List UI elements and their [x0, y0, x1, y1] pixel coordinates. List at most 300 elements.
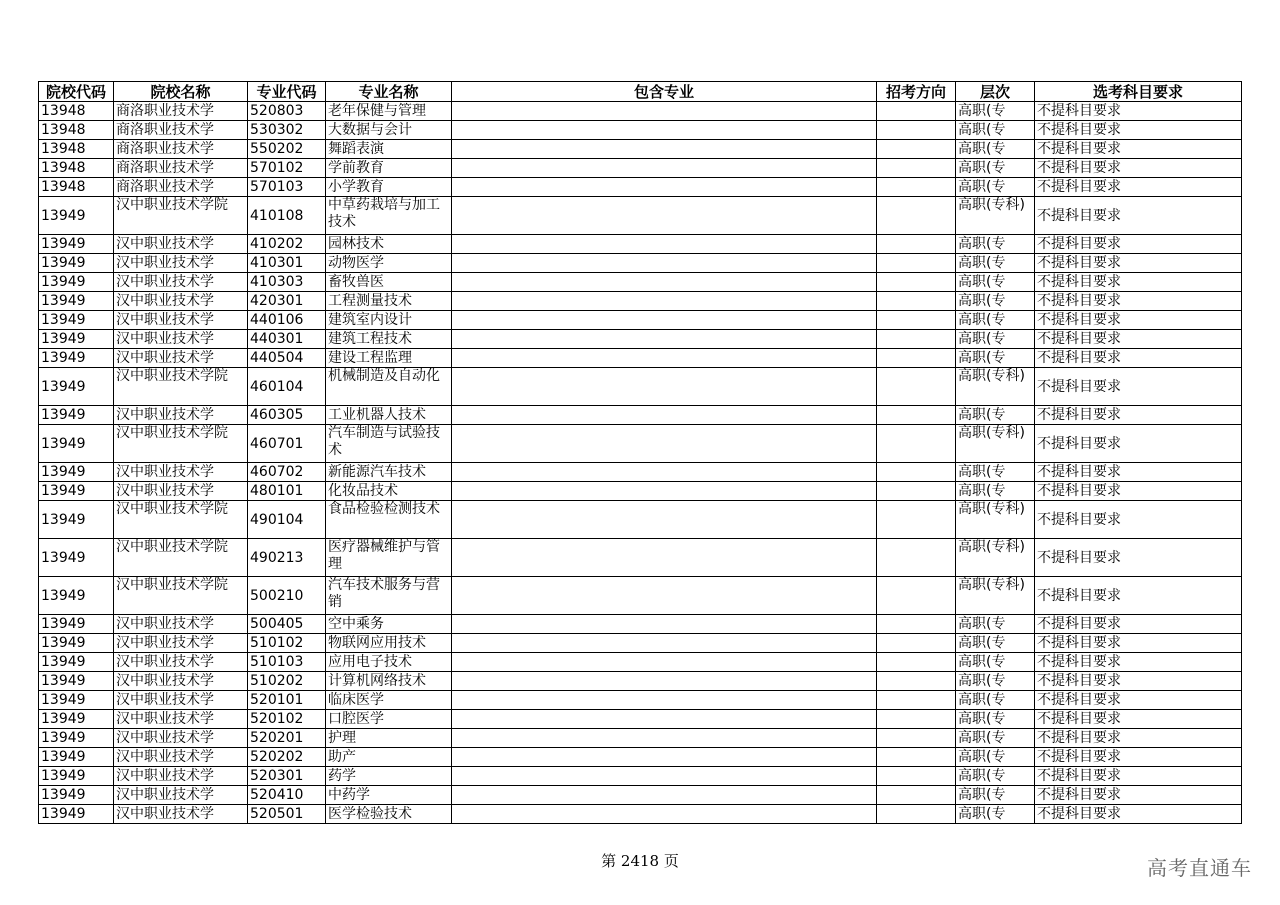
cell-major-code: 510102	[248, 634, 326, 653]
table-row	[39, 691, 1242, 710]
cell-school-code: 13949	[39, 691, 114, 710]
cell-level: 高职(专	[956, 292, 1035, 311]
cell-level: 高职(专	[956, 748, 1035, 767]
table-row	[39, 786, 1242, 805]
cell-included-majors	[452, 197, 877, 235]
table-row	[39, 463, 1242, 482]
cell-school-name: 汉中职业技术学院	[114, 501, 248, 539]
cell-school-name: 汉中职业技术学	[114, 292, 248, 311]
cell-major-name: 空中乘务	[326, 615, 452, 634]
header-school-code: 院校代码	[39, 82, 114, 102]
cell-major-name: 新能源汽车技术	[326, 463, 452, 482]
cell-subject-requirement: 不提科目要求	[1035, 710, 1242, 729]
cell-major-name: 机械制造及自动化	[326, 368, 452, 406]
cell-exam-direction	[877, 805, 956, 824]
cell-major-code: 500210	[248, 577, 326, 615]
header-major-name: 专业名称	[326, 82, 452, 102]
cell-level: 高职(专	[956, 140, 1035, 159]
cell-subject-requirement: 不提科目要求	[1035, 121, 1242, 140]
cell-included-majors	[452, 577, 877, 615]
cell-subject-requirement: 不提科目要求	[1035, 577, 1242, 615]
cell-exam-direction	[877, 482, 956, 501]
cell-subject-requirement: 不提科目要求	[1035, 102, 1242, 121]
cell-major-name: 建设工程监理	[326, 349, 452, 368]
table-row	[39, 805, 1242, 824]
cell-level: 高职(专科)	[956, 501, 1035, 539]
cell-exam-direction	[877, 634, 956, 653]
cell-level: 高职(专	[956, 767, 1035, 786]
cell-school-code: 13948	[39, 178, 114, 197]
cell-school-code: 13949	[39, 311, 114, 330]
cell-subject-requirement: 不提科目要求	[1035, 406, 1242, 425]
cell-subject-requirement: 不提科目要求	[1035, 159, 1242, 178]
cell-school-code: 13948	[39, 102, 114, 121]
cell-major-code: 510202	[248, 672, 326, 691]
cell-school-code: 13949	[39, 406, 114, 425]
cell-major-code: 520803	[248, 102, 326, 121]
cell-major-name: 口腔医学	[326, 710, 452, 729]
cell-major-name: 汽车制造与试验技术	[326, 425, 452, 463]
cell-subject-requirement: 不提科目要求	[1035, 501, 1242, 539]
cell-included-majors	[452, 121, 877, 140]
cell-school-name: 汉中职业技术学	[114, 482, 248, 501]
cell-exam-direction	[877, 653, 956, 672]
cell-exam-direction	[877, 672, 956, 691]
cell-subject-requirement: 不提科目要求	[1035, 349, 1242, 368]
cell-major-name: 医学检验技术	[326, 805, 452, 824]
cell-major-code: 410301	[248, 254, 326, 273]
cell-level: 高职(专	[956, 235, 1035, 254]
cell-major-code: 490104	[248, 501, 326, 539]
cell-major-code: 410303	[248, 273, 326, 292]
cell-school-code: 13949	[39, 786, 114, 805]
cell-major-name: 舞蹈表演	[326, 140, 452, 159]
cell-exam-direction	[877, 254, 956, 273]
cell-exam-direction	[877, 501, 956, 539]
cell-school-code: 13949	[39, 767, 114, 786]
table-row	[39, 729, 1242, 748]
cell-school-name: 汉中职业技术学院	[114, 368, 248, 406]
header-row	[39, 82, 1242, 102]
cell-exam-direction	[877, 406, 956, 425]
cell-school-name: 汉中职业技术学	[114, 691, 248, 710]
cell-level: 高职(专	[956, 805, 1035, 824]
cell-included-majors	[452, 482, 877, 501]
cell-school-code: 13949	[39, 729, 114, 748]
cell-included-majors	[452, 140, 877, 159]
cell-subject-requirement: 不提科目要求	[1035, 672, 1242, 691]
cell-school-code: 13949	[39, 368, 114, 406]
cell-included-majors	[452, 368, 877, 406]
cell-subject-requirement: 不提科目要求	[1035, 273, 1242, 292]
cell-level: 高职(专	[956, 349, 1035, 368]
cell-major-name: 大数据与会计	[326, 121, 452, 140]
cell-included-majors	[452, 767, 877, 786]
cell-subject-requirement: 不提科目要求	[1035, 311, 1242, 330]
cell-school-name: 汉中职业技术学	[114, 254, 248, 273]
cell-exam-direction	[877, 178, 956, 197]
table-row	[39, 406, 1242, 425]
cell-major-code: 460305	[248, 406, 326, 425]
cell-exam-direction	[877, 729, 956, 748]
cell-included-majors	[452, 748, 877, 767]
cell-school-name: 汉中职业技术学院	[114, 197, 248, 235]
table-row	[39, 653, 1242, 672]
cell-subject-requirement: 不提科目要求	[1035, 729, 1242, 748]
cell-school-code: 13949	[39, 653, 114, 672]
cell-major-code: 570102	[248, 159, 326, 178]
cell-school-code: 13949	[39, 615, 114, 634]
cell-included-majors	[452, 425, 877, 463]
cell-major-code: 520410	[248, 786, 326, 805]
cell-school-code: 13949	[39, 672, 114, 691]
cell-exam-direction	[877, 121, 956, 140]
cell-major-code: 440301	[248, 330, 326, 349]
cell-exam-direction	[877, 102, 956, 121]
cell-level: 高职(专	[956, 710, 1035, 729]
cell-subject-requirement: 不提科目要求	[1035, 425, 1242, 463]
watermark: 高考直通车	[1147, 856, 1252, 880]
cell-major-name: 中药学	[326, 786, 452, 805]
cell-school-code: 13949	[39, 349, 114, 368]
cell-subject-requirement: 不提科目要求	[1035, 178, 1242, 197]
cell-level: 高职(专	[956, 786, 1035, 805]
cell-subject-requirement: 不提科目要求	[1035, 767, 1242, 786]
cell-subject-requirement: 不提科目要求	[1035, 140, 1242, 159]
cell-school-name: 汉中职业技术学院	[114, 425, 248, 463]
cell-school-code: 13949	[39, 577, 114, 615]
cell-major-code: 520501	[248, 805, 326, 824]
cell-major-code: 410202	[248, 235, 326, 254]
header-level: 层次	[956, 82, 1035, 102]
cell-school-name: 商洛职业技术学	[114, 140, 248, 159]
table-row	[39, 159, 1242, 178]
cell-major-name: 老年保健与管理	[326, 102, 452, 121]
cell-included-majors	[452, 501, 877, 539]
table-row	[39, 292, 1242, 311]
table-row	[39, 767, 1242, 786]
cell-school-code: 13949	[39, 634, 114, 653]
cell-level: 高职(专	[956, 121, 1035, 140]
cell-school-name: 商洛职业技术学	[114, 102, 248, 121]
cell-school-code: 13949	[39, 463, 114, 482]
cell-major-code: 520202	[248, 748, 326, 767]
cell-included-majors	[452, 311, 877, 330]
cell-subject-requirement: 不提科目要求	[1035, 482, 1242, 501]
cell-exam-direction	[877, 330, 956, 349]
table-row	[39, 178, 1242, 197]
cell-school-name: 汉中职业技术学	[114, 653, 248, 672]
cell-exam-direction	[877, 235, 956, 254]
table-row	[39, 615, 1242, 634]
cell-subject-requirement: 不提科目要求	[1035, 368, 1242, 406]
cell-school-code: 13948	[39, 159, 114, 178]
header-major-code: 专业代码	[248, 82, 326, 102]
cell-major-code: 490213	[248, 539, 326, 577]
cell-major-code: 520102	[248, 710, 326, 729]
cell-school-name: 汉中职业技术学	[114, 767, 248, 786]
cell-school-name: 汉中职业技术学	[114, 463, 248, 482]
cell-major-name: 物联网应用技术	[326, 634, 452, 653]
admission-table	[38, 81, 1242, 824]
cell-level: 高职(专	[956, 615, 1035, 634]
cell-school-code: 13949	[39, 254, 114, 273]
cell-subject-requirement: 不提科目要求	[1035, 748, 1242, 767]
cell-included-majors	[452, 805, 877, 824]
cell-school-code: 13949	[39, 292, 114, 311]
table-row	[39, 748, 1242, 767]
table-row	[39, 539, 1242, 577]
cell-included-majors	[452, 330, 877, 349]
table-row	[39, 501, 1242, 539]
table-row	[39, 482, 1242, 501]
cell-exam-direction	[877, 710, 956, 729]
cell-level: 高职(专	[956, 729, 1035, 748]
cell-exam-direction	[877, 615, 956, 634]
cell-major-code: 420301	[248, 292, 326, 311]
cell-exam-direction	[877, 748, 956, 767]
cell-level: 高职(专	[956, 672, 1035, 691]
cell-school-name: 汉中职业技术学	[114, 634, 248, 653]
cell-major-name: 动物医学	[326, 254, 452, 273]
cell-major-code: 520201	[248, 729, 326, 748]
cell-major-code: 460104	[248, 368, 326, 406]
cell-included-majors	[452, 292, 877, 311]
cell-school-name: 商洛职业技术学	[114, 159, 248, 178]
cell-subject-requirement: 不提科目要求	[1035, 330, 1242, 349]
cell-included-majors	[452, 102, 877, 121]
table-row	[39, 140, 1242, 159]
cell-major-code: 520301	[248, 767, 326, 786]
cell-exam-direction	[877, 273, 956, 292]
table-row	[39, 197, 1242, 235]
cell-level: 高职(专	[956, 159, 1035, 178]
cell-level: 高职(专	[956, 254, 1035, 273]
table-row	[39, 634, 1242, 653]
table-body	[39, 102, 1242, 824]
header-subject-requirement: 选考科目要求	[1035, 82, 1242, 102]
cell-exam-direction	[877, 786, 956, 805]
cell-major-code: 440504	[248, 349, 326, 368]
cell-exam-direction	[877, 425, 956, 463]
cell-major-name: 食品检验检测技术	[326, 501, 452, 539]
cell-major-code: 500405	[248, 615, 326, 634]
cell-included-majors	[452, 463, 877, 482]
cell-school-name: 汉中职业技术学	[114, 672, 248, 691]
table-row	[39, 102, 1242, 121]
cell-exam-direction	[877, 463, 956, 482]
cell-major-name: 工程测量技术	[326, 292, 452, 311]
cell-major-code: 410108	[248, 197, 326, 235]
cell-exam-direction	[877, 140, 956, 159]
table-row	[39, 349, 1242, 368]
cell-subject-requirement: 不提科目要求	[1035, 292, 1242, 311]
cell-subject-requirement: 不提科目要求	[1035, 805, 1242, 824]
cell-major-name: 学前教育	[326, 159, 452, 178]
cell-school-name: 汉中职业技术学	[114, 273, 248, 292]
cell-school-code: 13949	[39, 710, 114, 729]
cell-level: 高职(专科)	[956, 539, 1035, 577]
cell-school-code: 13949	[39, 330, 114, 349]
cell-major-name: 临床医学	[326, 691, 452, 710]
cell-level: 高职(专	[956, 273, 1035, 292]
table-row	[39, 672, 1242, 691]
cell-school-code: 13948	[39, 140, 114, 159]
cell-level: 高职(专	[956, 653, 1035, 672]
table-row	[39, 577, 1242, 615]
cell-major-code: 480101	[248, 482, 326, 501]
cell-major-name: 护理	[326, 729, 452, 748]
cell-school-name: 汉中职业技术学	[114, 406, 248, 425]
cell-school-code: 13949	[39, 482, 114, 501]
table-row	[39, 425, 1242, 463]
cell-major-code: 520101	[248, 691, 326, 710]
cell-major-code: 550202	[248, 140, 326, 159]
cell-school-name: 汉中职业技术学	[114, 330, 248, 349]
table-row	[39, 254, 1242, 273]
cell-school-name: 商洛职业技术学	[114, 178, 248, 197]
cell-included-majors	[452, 254, 877, 273]
cell-school-code: 13949	[39, 501, 114, 539]
header-exam-direction: 招考方向	[877, 82, 956, 102]
cell-level: 高职(专	[956, 463, 1035, 482]
cell-exam-direction	[877, 577, 956, 615]
cell-level: 高职(专科)	[956, 197, 1035, 235]
cell-included-majors	[452, 273, 877, 292]
cell-subject-requirement: 不提科目要求	[1035, 539, 1242, 577]
cell-subject-requirement: 不提科目要求	[1035, 634, 1242, 653]
cell-school-name: 汉中职业技术学	[114, 311, 248, 330]
cell-level: 高职(专	[956, 102, 1035, 121]
header-included-majors: 包含专业	[452, 82, 877, 102]
cell-school-name: 汉中职业技术学	[114, 710, 248, 729]
cell-subject-requirement: 不提科目要求	[1035, 235, 1242, 254]
table-row	[39, 273, 1242, 292]
cell-included-majors	[452, 615, 877, 634]
cell-major-name: 畜牧兽医	[326, 273, 452, 292]
cell-included-majors	[452, 710, 877, 729]
cell-school-name: 汉中职业技术学	[114, 615, 248, 634]
cell-exam-direction	[877, 197, 956, 235]
cell-school-code: 13949	[39, 425, 114, 463]
cell-included-majors	[452, 178, 877, 197]
cell-school-name: 汉中职业技术学	[114, 349, 248, 368]
cell-major-name: 园林技术	[326, 235, 452, 254]
cell-level: 高职(专	[956, 634, 1035, 653]
cell-major-name: 小学教育	[326, 178, 452, 197]
cell-major-name: 助产	[326, 748, 452, 767]
cell-school-code: 13949	[39, 235, 114, 254]
cell-major-name: 医疗器械维护与管理	[326, 539, 452, 577]
cell-exam-direction	[877, 311, 956, 330]
cell-major-name: 药学	[326, 767, 452, 786]
cell-level: 高职(专	[956, 406, 1035, 425]
cell-school-code: 13948	[39, 121, 114, 140]
cell-school-code: 13949	[39, 805, 114, 824]
cell-level: 高职(专科)	[956, 577, 1035, 615]
cell-included-majors	[452, 729, 877, 748]
cell-school-name: 汉中职业技术学	[114, 235, 248, 254]
cell-major-name: 建筑工程技术	[326, 330, 452, 349]
cell-school-name: 汉中职业技术学	[114, 805, 248, 824]
cell-included-majors	[452, 691, 877, 710]
cell-level: 高职(专科)	[956, 425, 1035, 463]
cell-level: 高职(专	[956, 311, 1035, 330]
cell-major-code: 510103	[248, 653, 326, 672]
cell-major-name: 化妆品技术	[326, 482, 452, 501]
cell-subject-requirement: 不提科目要求	[1035, 463, 1242, 482]
cell-exam-direction	[877, 691, 956, 710]
cell-major-name: 计算机网络技术	[326, 672, 452, 691]
cell-subject-requirement: 不提科目要求	[1035, 197, 1242, 235]
cell-subject-requirement: 不提科目要求	[1035, 786, 1242, 805]
table-row	[39, 235, 1242, 254]
header-school-name: 院校名称	[114, 82, 248, 102]
cell-major-name: 中草药栽培与加工技术	[326, 197, 452, 235]
page-number: 第 2418 页	[601, 852, 679, 870]
cell-major-code: 460702	[248, 463, 326, 482]
cell-included-majors	[452, 634, 877, 653]
cell-major-name: 应用电子技术	[326, 653, 452, 672]
cell-level: 高职(专科)	[956, 368, 1035, 406]
cell-school-name: 汉中职业技术学	[114, 786, 248, 805]
cell-school-code: 13949	[39, 273, 114, 292]
cell-included-majors	[452, 349, 877, 368]
cell-school-name: 汉中职业技术学院	[114, 539, 248, 577]
cell-exam-direction	[877, 159, 956, 178]
cell-major-name: 工业机器人技术	[326, 406, 452, 425]
cell-included-majors	[452, 539, 877, 577]
cell-major-code: 530302	[248, 121, 326, 140]
table-row	[39, 330, 1242, 349]
cell-subject-requirement: 不提科目要求	[1035, 653, 1242, 672]
cell-level: 高职(专	[956, 178, 1035, 197]
cell-exam-direction	[877, 368, 956, 406]
cell-major-name: 建筑室内设计	[326, 311, 452, 330]
table-row	[39, 121, 1242, 140]
cell-school-name: 汉中职业技术学院	[114, 577, 248, 615]
table-row	[39, 311, 1242, 330]
cell-level: 高职(专	[956, 482, 1035, 501]
cell-included-majors	[452, 235, 877, 254]
cell-included-majors	[452, 159, 877, 178]
cell-exam-direction	[877, 767, 956, 786]
cell-school-code: 13949	[39, 539, 114, 577]
cell-major-name: 汽车技术服务与营销	[326, 577, 452, 615]
cell-subject-requirement: 不提科目要求	[1035, 254, 1242, 273]
cell-exam-direction	[877, 349, 956, 368]
cell-school-code: 13949	[39, 748, 114, 767]
cell-level: 高职(专	[956, 691, 1035, 710]
cell-exam-direction	[877, 292, 956, 311]
cell-subject-requirement: 不提科目要求	[1035, 691, 1242, 710]
cell-school-name: 汉中职业技术学	[114, 729, 248, 748]
cell-level: 高职(专	[956, 330, 1035, 349]
cell-school-name: 商洛职业技术学	[114, 121, 248, 140]
cell-school-code: 13949	[39, 197, 114, 235]
cell-included-majors	[452, 786, 877, 805]
cell-included-majors	[452, 653, 877, 672]
cell-major-code: 460701	[248, 425, 326, 463]
cell-exam-direction	[877, 539, 956, 577]
cell-included-majors	[452, 672, 877, 691]
cell-included-majors	[452, 406, 877, 425]
cell-school-name: 汉中职业技术学	[114, 748, 248, 767]
cell-subject-requirement: 不提科目要求	[1035, 615, 1242, 634]
cell-major-code: 440106	[248, 311, 326, 330]
table-row	[39, 368, 1242, 406]
cell-major-code: 570103	[248, 178, 326, 197]
